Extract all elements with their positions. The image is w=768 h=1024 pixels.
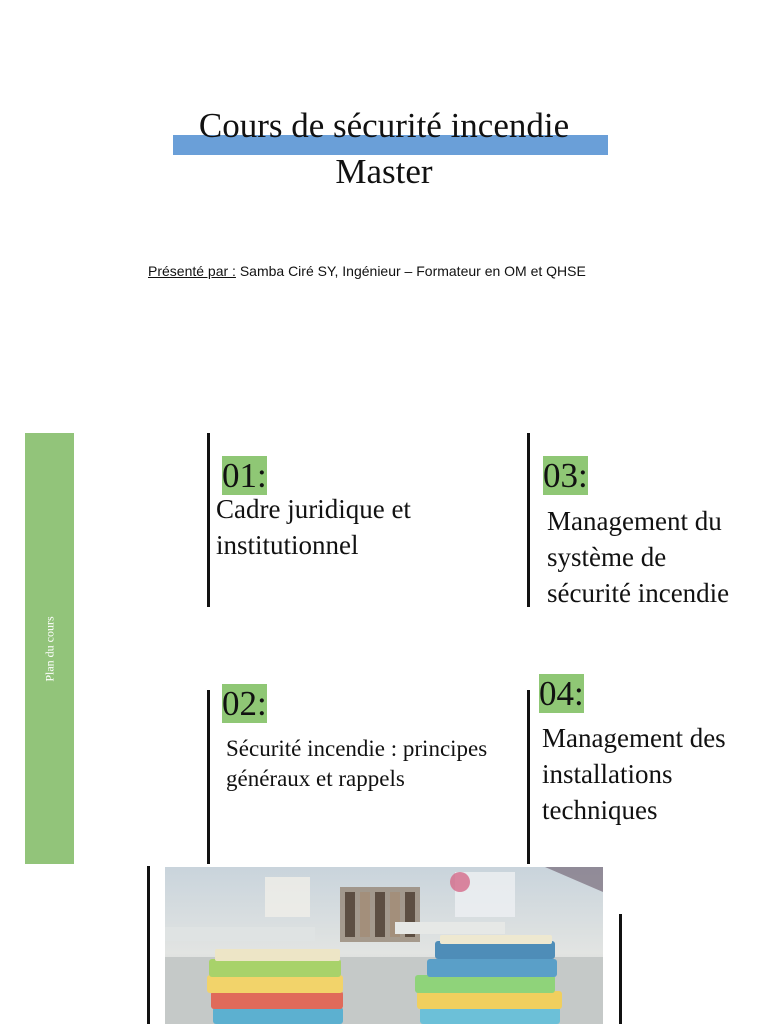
- section-text-02: Sécurité incendie : principes généraux et rappels: [226, 736, 488, 791]
- divider-04: [527, 690, 530, 864]
- classroom-books-illustration: [165, 867, 603, 1024]
- section-number-03: 03:: [543, 456, 588, 495]
- section-text-01: Cadre juridique et institutionnel: [216, 494, 411, 560]
- divider-02: [207, 690, 210, 864]
- section-number-04: 04:: [539, 674, 584, 713]
- classroom-books-photo: [165, 867, 603, 1024]
- side-band: [25, 433, 74, 864]
- section-text-03: Management du système de sécurité incendie: [547, 506, 730, 608]
- section-text-04: Management des installations techniques: [542, 723, 726, 825]
- divider-03: [527, 433, 530, 607]
- divider-photo-right: [619, 914, 622, 1024]
- presenter-text: Samba Ciré SY, Ingénieur – Formateur en OM et QHSE: [239, 263, 586, 279]
- divider-01: [207, 433, 210, 607]
- side-label: Plan du cours: [42, 615, 56, 682]
- divider-photo-left: [147, 866, 150, 1024]
- presenter-line: [148, 262, 586, 280]
- section-number-02: 02:: [222, 684, 267, 723]
- section-number-01: 01:: [222, 456, 267, 495]
- page-subtitle: Master: [335, 152, 433, 191]
- page-title: Cours de sécurité incendie: [198, 106, 570, 145]
- presenter-label: Présenté par :: [148, 263, 236, 279]
